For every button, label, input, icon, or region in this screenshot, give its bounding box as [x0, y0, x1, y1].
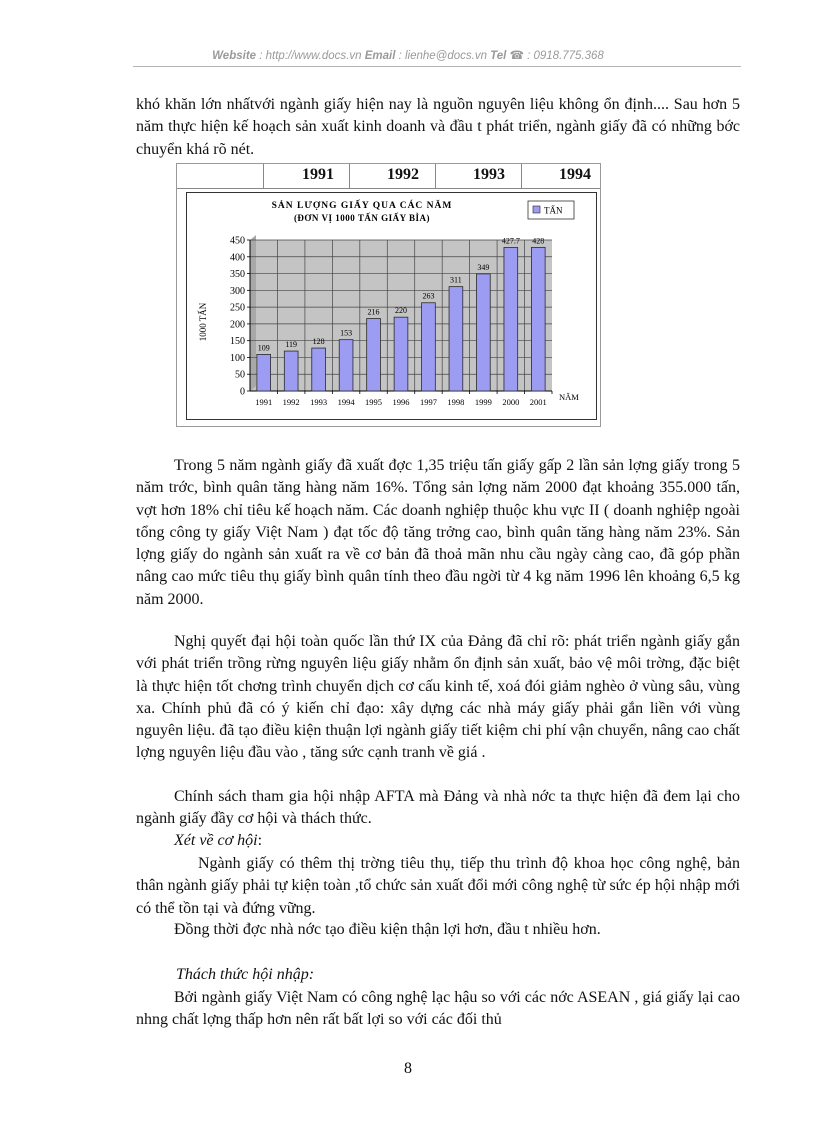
x-tick-label: 2001 — [529, 397, 547, 407]
heading-challenge: Thách thức hội nhập: — [176, 966, 315, 983]
table-col-rule — [435, 164, 436, 188]
y-tick-label: 50 — [235, 369, 245, 381]
bar — [449, 287, 463, 391]
bar — [422, 303, 436, 391]
y-axis-label: 1000 TẤN — [198, 302, 208, 342]
y-tick-label: 100 — [230, 352, 245, 364]
paragraph-production: Trong 5 năm ngành giấy đã xuất đợc 1,35 triệu tấn giấy gấp 2 lần sản lợng giấy trong 5 năm trớc, bình quân tăng hàng năm 16%. Tổng sản lợng năm 2000 đạt khoảng 355.000 tấn, vợt hơn 18% chỉ tiêu kế hoạch năm. Các doanh nghiệp thuộc khu vực II ( doanh nghiệp ngoài tổng công ty giấy Việt Nam ) đạt tốc độ tăng trởng cao, bình quân tăng hàng năm 23%. Sản lợng giấy do ngành sản xuất ra về cơ bản đã thoả mãn nhu cầu ngày càng cao, đã góp phần nâng cao mức tiêu thụ giấy bình quân tính theo đầu ngời từ 4 kg năm 1996 lên khoảng 6,5 kg năm 2000. — [136, 457, 740, 608]
x-tick-label: 1993 — [310, 397, 328, 407]
website-value: : http://www.docs.vn — [256, 50, 365, 62]
tel-value: ☎ : 0918.775.368 — [506, 50, 604, 62]
website-label: Website — [212, 50, 257, 62]
bar-value-label: 427.7 — [501, 236, 520, 246]
page-header — [0, 48, 816, 62]
heading-opportunity-colon: : — [257, 832, 263, 849]
bar — [257, 354, 271, 391]
heading-opportunity-text: Xét về cơ hội — [174, 832, 258, 849]
x-tick-label: 1997 — [419, 397, 437, 407]
y-tick-label: 450 — [230, 235, 245, 247]
bar-value-label: 349 — [477, 262, 490, 272]
table-col-rule — [349, 164, 350, 188]
chart-subtitle: (ĐƠN VỊ 1000 TẤN GIẤY BÌA) — [293, 213, 431, 223]
y-tick-label: 150 — [230, 336, 245, 348]
y-tick-label: 0 — [240, 386, 245, 398]
bar — [284, 351, 298, 391]
y-tick-label: 250 — [230, 302, 245, 314]
table-rule — [177, 188, 600, 189]
bar-value-label: 153 — [340, 328, 353, 338]
paragraph-simultaneous: Đồng thời đợc nhà nớc tạo điều kiện thận lợi hơn, đầu t nhiều hơn. — [174, 921, 601, 938]
bar-value-label: 220 — [395, 306, 407, 316]
chart-title: SẢN LƯỢNG GIẤY QUA CÁC NĂM — [271, 201, 453, 211]
paragraph-resolution: Nghị quyết đại hội toàn quốc lần thứ IX của Đảng đã chỉ rõ: phát triển ngành giấy gắn với phát triển trồng rừng nguyên liệu giấy nhằm ổn định sản xuất, bảo vệ môi trờng, đặc biệt là thực hiện tốt chơng trình chuyển dịch cơ cấu kinh tế, xoá đói giảm nghèo ở vùng sâu, vùng xa. Chính phủ đã có ý kiến chỉ đạo: xây dựng các nhà máy giấy phải gắn liền với vùng nguyên liệu. đã tạo điều kiện thuận lợi ngành giấy tiết kiệm chi phí vận chuyển, nâng cao chất lợng nguyên liệu đầu vào , tăng sức cạnh tranh về giá . — [136, 633, 740, 762]
bar — [312, 348, 326, 391]
plot-side-wall — [250, 235, 256, 391]
bar-value-label: 428 — [532, 236, 545, 246]
paragraph-challenge: Bởi ngành giấy Việt Nam có công nghệ lạc hậu so với các nớc ASEAN , giá giấy lại cao nhng chất lợng thấp hơn nên rất bất lợi so với các đối thủ — [136, 989, 740, 1029]
x-tick-label: 1996 — [392, 397, 410, 407]
paragraph-afta: Chính sách tham gia hội nhập AFTA mà Đảng và nhà nớc ta thực hiện đã đem lại cho ngành giấy đầy cơ hội và thách thức. — [136, 788, 740, 828]
x-tick-label: 1991 — [255, 397, 273, 407]
bar — [339, 340, 353, 391]
table-header-cell: 1993 — [473, 166, 505, 183]
tel-label: Tel — [490, 50, 507, 62]
x-tick-label: 1995 — [365, 397, 383, 407]
bar — [531, 247, 545, 391]
x-axis-label: NĂM — [559, 392, 579, 402]
table-header-cell: 1992 — [387, 166, 419, 183]
y-tick-label: 300 — [230, 285, 245, 297]
y-tick-label: 200 — [230, 319, 245, 331]
legend-swatch — [533, 206, 540, 213]
bar-value-label: 128 — [312, 337, 325, 347]
bar-value-label: 119 — [285, 340, 298, 350]
legend-label: TẤN — [544, 205, 563, 216]
bar — [367, 319, 381, 391]
bar — [477, 274, 491, 391]
production-bar-chart — [186, 192, 597, 420]
bar — [504, 247, 518, 391]
plot-area — [230, 235, 552, 407]
page-number: 8 — [404, 1060, 412, 1077]
bar-value-label: 216 — [367, 307, 380, 317]
heading-opportunity — [174, 830, 574, 852]
x-tick-label: 1992 — [282, 397, 300, 407]
bar-value-label: 109 — [257, 343, 270, 353]
email-label: Email — [364, 50, 396, 62]
x-tick-label: 1994 — [337, 397, 355, 407]
email-value: : lienhe@docs.vn — [395, 50, 491, 62]
table-col-rule — [263, 164, 264, 188]
table-header-cell: 1991 — [302, 166, 334, 183]
bar-value-label: 263 — [422, 291, 435, 301]
x-tick-label: 1998 — [447, 397, 465, 407]
y-tick-label: 350 — [230, 269, 245, 281]
y-tick-label: 400 — [230, 252, 245, 264]
table-header-cell: 1994 — [559, 166, 591, 183]
header-divider — [133, 66, 741, 67]
x-tick-label: 2000 — [502, 397, 520, 407]
bar-value-label: 311 — [450, 275, 462, 285]
paragraph-opportunity: Ngành giấy có thêm thị trờng tiêu thụ, tiếp thu trình độ khoa học công nghệ, bản thân ngành giấy phải tự kiện toàn ,tổ chức sản xuất đổi mới công nghệ từ sức ép hội nhập mới có thể tồn tại và đứng vững. — [136, 855, 740, 917]
x-tick-label: 1999 — [474, 397, 492, 407]
bar — [394, 317, 408, 391]
intro-paragraph: khó khăn lớn nhấtvới ngành giấy hiện nay là nguồn nguyên liệu không ổn định.... Sau hơn 5 năm thực hiện kế hoạch sản xuất kinh doanh và đầu t phát triển, ngành giấy đã có những bớc chuyển khá rõ nét. — [136, 96, 740, 158]
table-col-rule — [521, 164, 522, 188]
